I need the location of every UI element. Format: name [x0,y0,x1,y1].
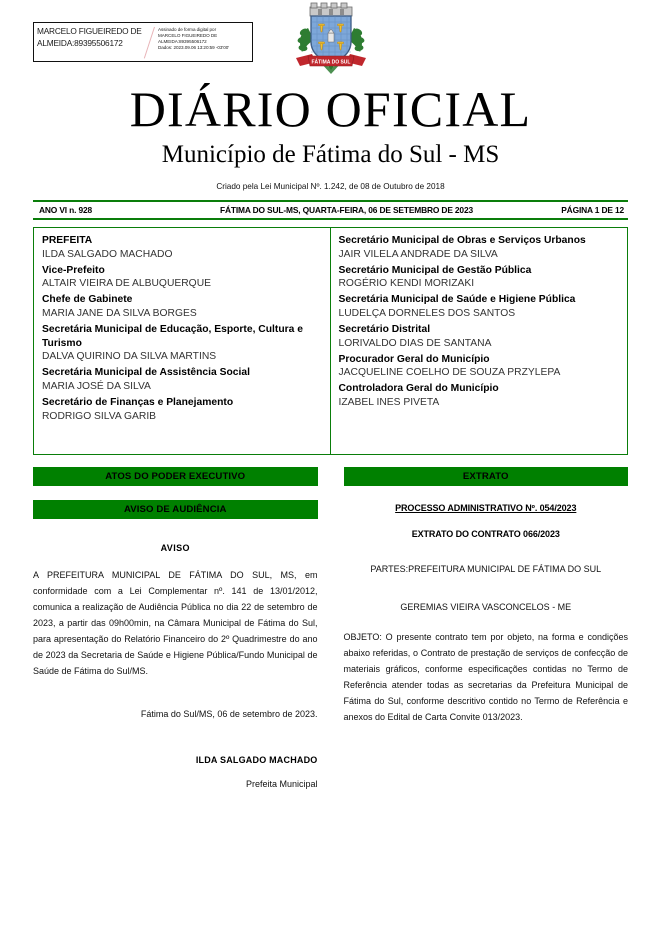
signature-signer-name [37,26,155,49]
signature-detail-line-3: ALMEIDA:89395506172 [158,39,207,45]
section-header-extrato: EXTRATO [344,467,629,486]
banner-year-issue: ANO VI n. 928 [39,205,92,215]
official-role: PREFEITA [42,235,93,246]
signature-detail-line-4: Dados: 2023.09.06 13:20:59 -03'00' [158,45,230,51]
page-title: DIÁRIO OFICIAL [129,81,532,137]
signature-details [158,27,252,52]
official-name: ALTAIR VIEIRA DE ALBUQUERQUE [42,278,211,290]
officials-box [33,227,628,455]
official-name: IZABEL INES PIVETA [338,397,440,409]
masthead-subtitle: Município de Fátima do Sul - MS [161,141,500,168]
official-name: ROGÉRIO KENDI MORIZAKI [338,278,475,290]
official-role: Chefe de Gabinete [42,294,133,306]
notice-signer-role: Prefeita Municipal [245,779,318,789]
contract-parties-line-1: PARTES:PREFEITURA MUNICIPAL DE FÁTIMA DO SUL [370,564,602,574]
official-name: LORIVALDO DIAS DE SANTANA [338,337,492,349]
contract-object: OBJETO: O presente contrato tem por objeto, na forma e condições abaixo referidas, o Contrato de prestação de serviços de confecção de materiais gráficos, conforme especificações contidas no Termo de Referência atender todas as secretarias da Prefeitura Municipal de Fátima do Sul, conforme descritivo contido no Termo de Referência e anexos do Edital de Carta Convite 013/2023. [343,632,628,722]
official-name: LUDELÇA DORNELES DOS SANTOS [338,307,516,319]
notice-body: A PREFEITURA MUNICIPAL DE FÁTIMA DO SUL, MS, em conformidade com a Lei Complementar nº. 141 de 13/01/2012, comunica a realização de Audiência Pública no dia 22 de setembro de 2023, a partir das 09h00min, na Câmara Municipal de Fátima do Sul, para apresentação do Relatório Financeiro do 2º Quadrimestre do ano de 2023 da Secretaria de Saúde e Higiene Pública/Fundo Municipal de Saúde de Fátima do Sul/MS. [33,570,318,676]
banner-place-date: FÁTIMA DO SUL-MS, QUARTA-FEIRA, 06 DE SETEMBRO DE 2023 [220,205,473,215]
banner-page-number: PÁGINA 1 DE 12 [561,205,624,215]
official-role: Secretário Municipal de Gestão Pública [338,264,532,276]
official-name: ILDA SALGADO MACHADO [42,248,173,260]
signature-name-line-2: ALMEIDA:89395506172 [37,37,123,48]
official-name: JAIR VILELA ANDRADE DA SILVA [338,248,498,260]
signature-detail-line-1: Assinado de forma digital por [158,26,217,32]
body-columns [33,467,628,789]
official-name: MARIA JOSÉ DA SILVA [42,380,151,392]
official-role: Secretário Distrital [338,324,431,336]
emblem-ribbon-text: FÁTIMA DO SUL [311,59,350,66]
officials-column-left [34,228,331,454]
signature-detail-line-2: MARCELO FIGUEIREDO DE [158,32,218,38]
body-column-right [331,467,629,789]
body-column-left [33,467,331,789]
masthead [33,82,628,191]
masthead-legal-note: Criado pela Lei Municipal Nº. 1.242, de 08 de Outubro de 2018 [216,182,445,191]
document-header-zone [33,0,628,78]
official-name: JACQUELINE COELHO DE SOUZA PRZYLEPA [338,367,561,379]
contract-parties-line-2: GEREMIAS VIEIRA VASCONCELOS - ME [400,602,572,612]
official-role: Secretário de Finanças e Planejamento [42,397,234,409]
digital-signature-stamp [33,22,253,62]
coat-of-arms-icon [294,2,368,87]
process-heading: PROCESSO ADMINISTRATIVO Nº. 054/2023 [395,503,577,513]
official-role: Secretária Municipal de Educação, Esporte, Cultura e Turismo [42,324,303,349]
notice-date-line: Fátima do Sul/MS, 06 de setembro de 2023. [140,709,318,719]
signature-name-line-1: MARCELO FIGUEIREDO DE [37,26,142,36]
official-role: Secretário Municipal de Obras e Serviços Urbanos [338,235,586,246]
section-header-aviso-de-audiencia: AVISO DE AUDIÊNCIA [33,500,318,519]
officials-column-right [331,228,628,454]
official-role: Vice-Prefeito [42,264,105,276]
official-name: DALVA QUIRINO DA SILVA MARTINS [42,351,217,363]
section-header-atos-do-poder-executivo: ATOS DO PODER EXECUTIVO [33,467,318,486]
official-name: MARIA JANE DA SILVA BORGES [42,307,197,319]
official-role: Secretária Municipal de Assistência Social [42,367,250,379]
notice-signer-name: ILDA SALGADO MACHADO [195,755,318,765]
official-role: Procurador Geral do Município [338,353,490,365]
issue-banner [33,200,628,220]
official-name: RODRIGO SILVA GARIB [42,410,157,422]
notice-title: AVISO [160,543,190,553]
contract-heading: EXTRATO DO CONTRATO 066/2023 [411,529,560,539]
official-role: Controladora Geral do Município [338,383,499,395]
official-role: Secretária Municipal de Saúde e Higiene Pública [338,294,576,306]
